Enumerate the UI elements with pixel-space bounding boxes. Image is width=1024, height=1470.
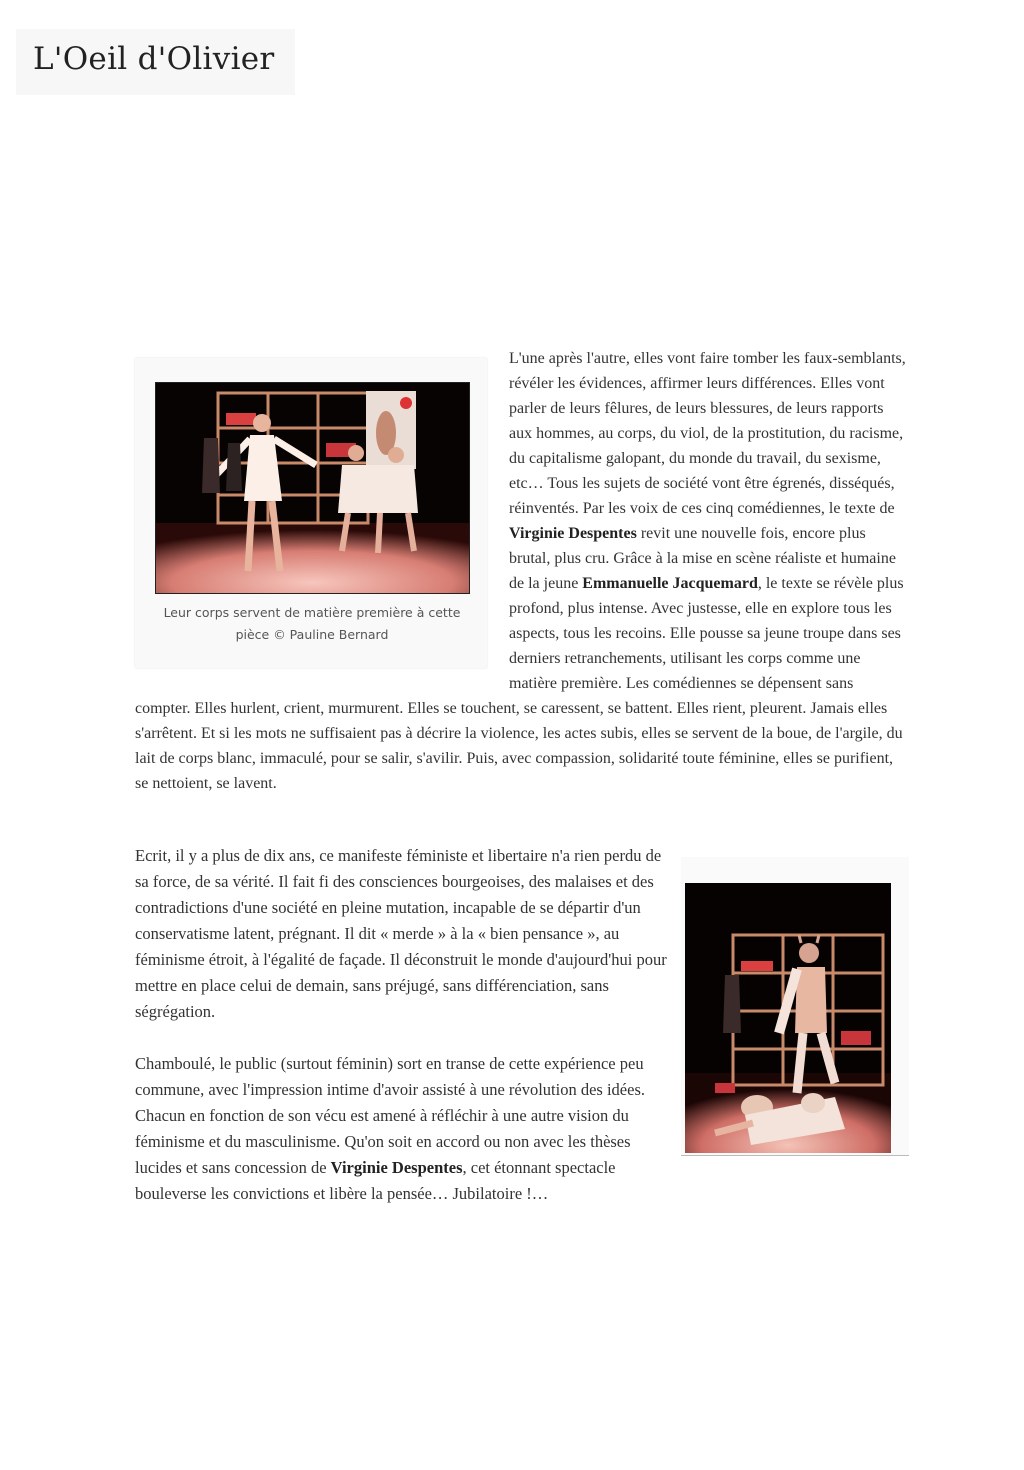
stage-photo-2[interactable] [685, 883, 891, 1153]
paragraph-conclusion [135, 1051, 671, 1207]
paragraph-intro-text-1: L'une après l'autre, elles vont faire tomber les faux-semblants, révéler les évidences, affirmer leurs différences. Elles vont parler de leurs fêlures, de leurs blessures, de leurs rapports aux hommes, au corps, du viol, de la prostitution, du racisme, du capitalisme galopant, du monde du travail, du sexisme, etc… Tous les sujets de société vont être égrenés, disséqués, réinventés. Par les voix de ces cinq comédiennes, le texte de [509, 350, 906, 517]
paragraph-manifesto: Ecrit, il y a plus de dix ans, ce manifeste féministe et libertaire n'a rien perdu de sa force, de sa vérité. Il fait fi des consciences bourgeoises, des malaises et des contradictions d'une société en pleine mutation, incapable de se départir d'un conservatisme latent, prégnant. Il dit « merde » à la « bien pensance », au féminisme étroit, à l'égalité de façade. Il déconstruit le monde d'aujourd'hui pour mettre en place celui de demain, sans préjugé, sans différenciation, sans ségrégation. [135, 846, 667, 1021]
stage-photo-1[interactable] [155, 382, 470, 594]
author-name-2: Virginie Despentes [330, 1158, 463, 1177]
paragraph-intro-text-3: , le texte se révèle plus profond, plus intense. Avec justesse, elle en explore tous les aspects, tous les recoins. Elle pousse sa jeune troupe dans ses derniers retranchements, utilisant les corps comme une matière première. Les comédiennes se dépensent sans compter. Elles hurlent, crient, murmurent. Elles se touchent, se caressent, se battent. Elles rient, pleurent. Jamais elles s'arrêtent. Et si les mots ne suffisaient pas à décrire la violence, les actes subis, elles se servent de la boue, de l'argile, du lait de corps blanc, immaculé, pour se salir, s'avilir. Puis, avec compassion, solidarité toute féminine, elles se purifient, se nettoient, se lavent. [135, 575, 904, 792]
director-name: Emmanuelle Jacquemard [582, 575, 758, 592]
paragraph-conclusion-text-2: , cet étonnant spectacle bouleverse les convictions et libère la pensée… Jubilatoire !… [135, 1158, 616, 1203]
article-section-2 [135, 843, 909, 1207]
site-header [16, 29, 295, 95]
paragraph-intro-text-2: revit une nouvelle fois, encore plus brutal, plus cru. Grâce à la mise en scène réaliste et humaine de la jeune [509, 525, 896, 592]
site-title[interactable]: L'Oeil d'Olivier [33, 41, 275, 77]
figure-stage-photo-2 [681, 857, 909, 1156]
figure-caption-1: Leur corps servent de matière première à cette pièce © Pauline Bernard [163, 605, 461, 642]
article-body [135, 346, 909, 796]
author-name: Virginie Despentes [509, 525, 637, 542]
figure-stage-photo-1 [135, 358, 487, 668]
paragraph-conclusion-text-1: Chamboulé, le public (surtout féminin) sort en transe de cette expérience peu commune, avec l'impression intime d'avoir assisté à une révolution des idées. Chacun en fonction de son vécu est amené à réfléchir à une autre vision du féminisme et du masculinisme. Qu'on soit en accord ou non avec les thèses lucides et sans concession de [135, 1054, 645, 1177]
